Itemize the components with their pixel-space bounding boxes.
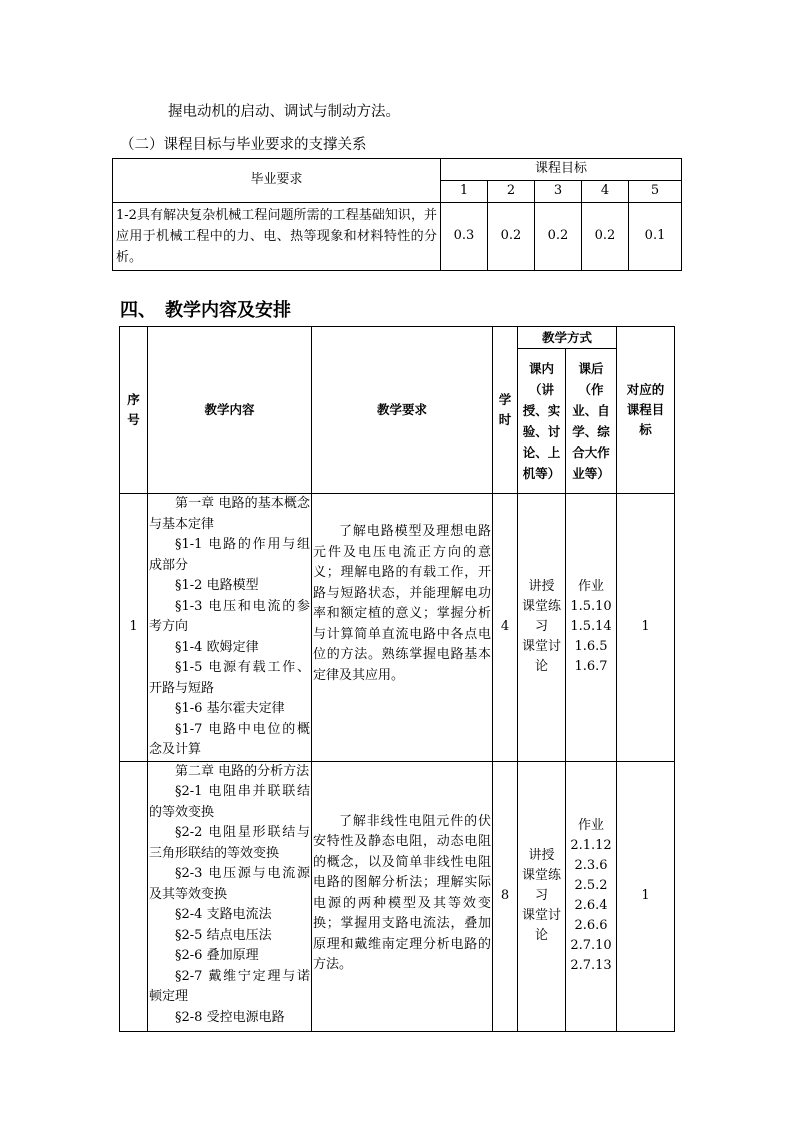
support-relation-table [112,158,682,271]
row-target: 1 [617,494,675,762]
section-item: §1-3 电压和电流的参考方向 [149,598,310,634]
row-in-class: 讲授 课堂练习 课堂讨论 [518,494,566,762]
row-requirement: 了解非线性电阻元件的伏安特性及静态电阻，动态电阻的概念，以及简单非线性电阻电路的图解分析法；理解实际电源的两种模型及其等效变换；掌握用支路电流法，叠加原理和戴维南定理分析电路的方法。 [312,761,493,1031]
section-item: §2-2 电阻星形联结与三角形联结的等效变换 [149,825,310,861]
header-after-class: 课后（作业、自学、综合大作业等） [566,349,617,494]
section-item: §2-3 电压源与电流源及其等效变换 [149,866,310,902]
section-item: §2-4 支路电流法 [175,907,272,922]
row-after-class: 作业 2.1.12 2.3.6 2.5.2 2.6.4 2.6.6 2.7.10 2.7.13 [566,761,617,1031]
row-seq: 1 [120,494,148,762]
row-content [148,761,312,1031]
section-item: §1-6 基尔霍夫定律 [175,701,285,716]
section-item: §1-7 电路中电位的概念及计算 [149,721,310,757]
section-item: §1-4 欧姆定律 [175,639,259,655]
table-row [120,494,675,762]
target-number: 1 [441,181,488,203]
section-item: §2-5 结点电压法 [175,927,272,943]
header-course-targets: 课程目标 [441,159,682,181]
weight-cell: 0.3 [441,202,488,270]
section-item: §2-6 叠加原理 [175,948,259,963]
header-in-class: 课内（讲授、实验、讨论、上机等） [518,349,566,494]
chapter-title: 第二章 电路的分析方法 [175,763,310,779]
target-number: 3 [535,181,582,203]
header-requirement: 教学要求 [312,327,493,494]
row-hours: 4 [493,494,518,762]
chapter-title: 第一章 电路的基本概念与基本定律 [149,496,310,532]
target-number: 2 [488,181,535,203]
weight-cell: 0.2 [582,202,629,270]
header-seq: 序号 [120,327,148,494]
section-item: §2-8 受控电源电路 [175,1009,285,1025]
row-target: 1 [617,761,675,1031]
section-item: §1-1 电路的作用与组成部分 [149,537,310,573]
weight-cell: 0.2 [488,202,535,270]
section-item: §1-2 电路模型 [175,578,259,593]
section-item: §1-5 电源有载工作、开路与短路 [149,660,310,696]
section-item: §2-7 戴维宁定理与诺顿定理 [149,968,310,1004]
row-requirement: 了解电路模型及理想电路元件及电压电流正方向的意义；理解电路的有载工作，开路与短路状态，并能理解电功率和额定植的意义；掌握分析与计算简单直流电路中各点电位的方法。熟练掌握电路基本定律及其应用。 [312,494,493,762]
row-seq [120,761,148,1031]
target-number: 4 [582,181,629,203]
requirement-text: 1-2具有解决复杂机械工程问题所需的工程基础知识，并应用于机械工程中的力、电、热等现象和材料特性的分析。 [113,202,441,270]
header-content: 教学内容 [148,327,312,494]
schedule-table [119,326,675,1032]
section-title: 四、 教学内容及安排 [120,300,291,321]
header-method: 教学方式 [518,327,617,349]
row-after-class: 作业 1.5.10 1.5.14 1.6.5 1.6.7 [566,494,617,762]
header-target: 对应的课程目标 [617,327,675,494]
intro-line: 握电动机的启动、调试与制动方法。 [168,104,400,120]
weight-cell: 0.2 [535,202,582,270]
row-hours: 8 [493,761,518,1031]
section-item: §2-1 电阻串并联联结的等效变换 [149,784,310,820]
header-hours: 学时 [493,327,518,494]
target-number: 5 [629,181,682,203]
header-graduation-requirement: 毕业要求 [113,159,441,203]
weight-cell: 0.1 [629,202,682,270]
subsection-title: （二）课程目标与毕业要求的支撑关系 [120,137,367,153]
row-content [148,494,312,762]
table-row [120,761,675,1031]
row-in-class: 讲授 课堂练习 课堂讨论 [518,761,566,1031]
